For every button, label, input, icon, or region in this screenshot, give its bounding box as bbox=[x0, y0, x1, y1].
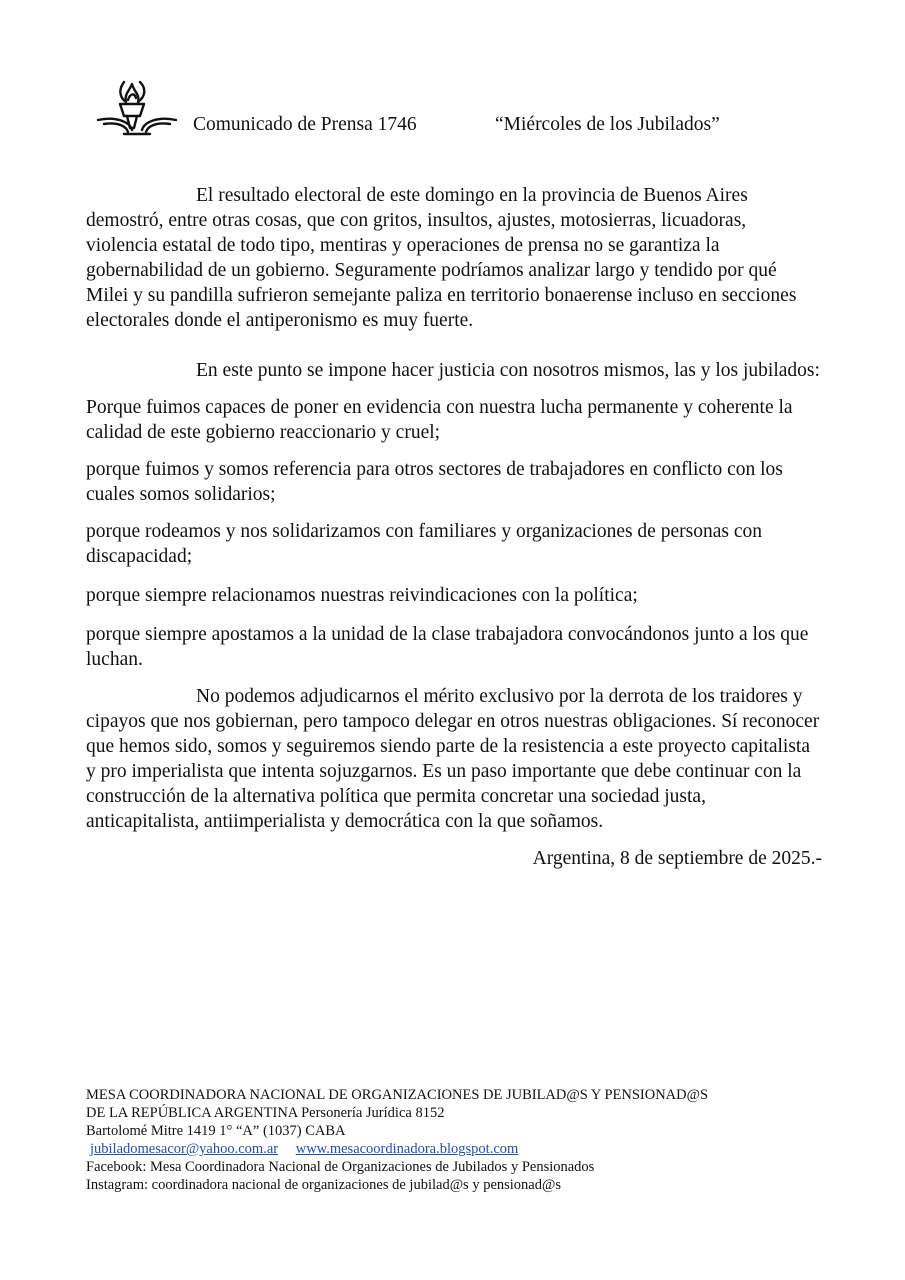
torch-logo-icon bbox=[94, 76, 180, 140]
paragraph-reason-1: Porque fuimos capaces de poner en evidencia con nuestra lucha permanente y coherente la calidad de este gobierno reaccionario y cruel; bbox=[86, 397, 793, 443]
paragraph-reason-3: porque rodeamos y nos solidarizamos con familiares y organizaciones de personas con discapacidad; bbox=[86, 521, 762, 567]
footer-org-name: MESA COORDINADORA NACIONAL DE ORGANIZACIONES DE JUBILAD@S Y PENSIONAD@S bbox=[86, 1087, 709, 1103]
date-line: Argentina, 8 de septiembre de 2025.- bbox=[532, 848, 822, 869]
email-link[interactable]: jubiladomesacor@yahoo.com.ar bbox=[90, 1141, 279, 1157]
footer-org-name-cont: DE LA REPÚBLICA ARGENTINA Personería Jurídica 8152 bbox=[86, 1105, 445, 1121]
press-release-number: Comunicado de Prensa 1746 bbox=[193, 114, 417, 135]
paragraph-justice: En este punto se impone hacer justicia con nosotros mismos, las y los jubilados: bbox=[196, 360, 820, 381]
paragraph-reason-5: porque siempre apostamos a la unidad de la clase trabajadora convocándonos junto a los que luchan. bbox=[86, 624, 809, 670]
footer-links bbox=[86, 1140, 826, 1158]
paragraph-conclusion: No podemos adjudicarnos el mérito exclusivo por la derrota de los traidores y cipayos que nos gobiernan, pero tampoco delegar en otros nuestras obligaciones. Sí reconocer que hemos sido, somos y seguiremos siendo parte de la resistencia a este proyecto capitalista y pro imperialista que intenta sojuzgarnos. Es un paso importante que debe continuar con la construcción de la alternativa política que permita concretar una sociedad justa, anticapitalista, antiimperialista y democrática con la que soñamos. bbox=[86, 686, 820, 832]
footer-facebook: Facebook: Mesa Coordinadora Nacional de Organizaciones de Jubilados y Pensionados bbox=[86, 1159, 595, 1175]
website-link[interactable]: www.mesacoordinadora.blogspot.com bbox=[295, 1141, 519, 1157]
footer-instagram: Instagram: coordinadora nacional de organizaciones de jubilad@s y pensionad@s bbox=[86, 1177, 561, 1193]
paragraph-reason-4: porque siempre relacionamos nuestras reivindicaciones con la política; bbox=[86, 585, 638, 606]
footer-address: Bartolomé Mitre 1419 1° “A” (1037) CABA bbox=[86, 1123, 346, 1139]
press-release-motto: “Miércoles de los Jubilados” bbox=[495, 114, 720, 135]
header-line bbox=[193, 114, 720, 136]
paragraph-electoral-result: El resultado electoral de este domingo en la provincia de Buenos Aires demostró, entre otras cosas, que con gritos, insultos, ajustes, motosierras, licuadoras, violencia estatal de todo tipo, mentiras y operaciones de prensa no se garantiza la gobernabilidad de un gobierno. Seguramente podríamos analizar largo y tendido por qué Milei y su pandilla sufrieron semejante paliza en territorio bonaerense incluso en secciones electorales donde el antiperonismo es muy fuerte. bbox=[86, 185, 797, 331]
paragraph-reason-2: porque fuimos y somos referencia para otros sectores de trabajadores en conflicto con los cuales somos solidarios; bbox=[86, 459, 783, 505]
press-release-body bbox=[86, 183, 822, 871]
footer bbox=[86, 1086, 826, 1194]
